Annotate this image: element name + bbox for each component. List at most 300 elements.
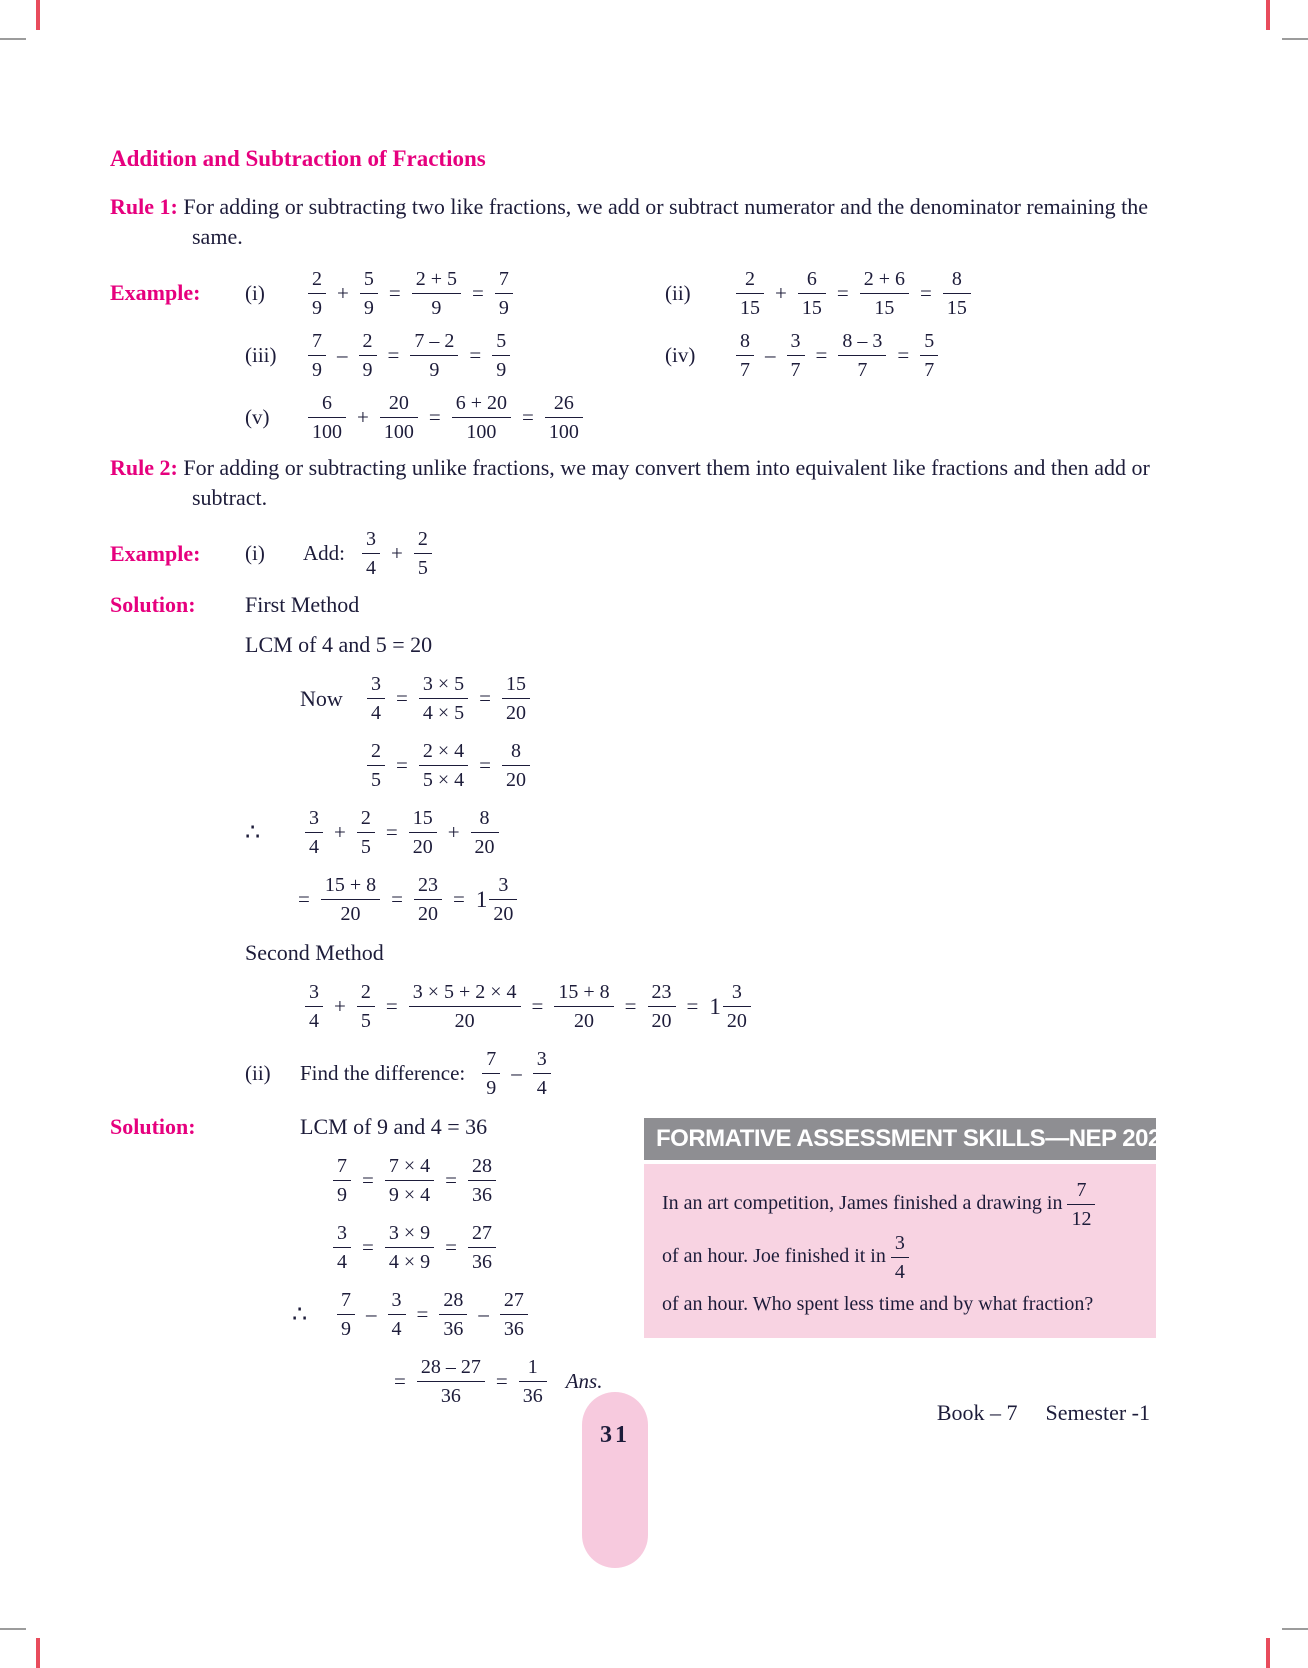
now-label: Now: [300, 685, 343, 711]
fraction: [388, 1288, 406, 1341]
formative-assessment-box: [644, 1118, 1174, 1338]
crop-mark-red-bottom-right: [1266, 1638, 1270, 1668]
solution1-label: Solution:: [110, 592, 196, 618]
fraction: [468, 1221, 496, 1274]
assessment-title: FORMATIVE ASSESSMENT SKILLS—NEP 2020: [644, 1118, 1156, 1160]
denominator: 100: [312, 420, 342, 443]
equation-g: [328, 1221, 501, 1274]
numerator: 7: [482, 1047, 500, 1074]
mixed-number: [476, 873, 518, 926]
fraction: [305, 980, 323, 1033]
equation-c: [300, 806, 504, 859]
denominator: 5: [371, 769, 381, 792]
numerator: 8: [502, 739, 530, 766]
math-text: =: [815, 342, 828, 367]
math-text: =: [836, 280, 849, 305]
math-text: =: [471, 280, 484, 305]
fraction-stack: [308, 267, 326, 320]
denominator: 9: [431, 296, 442, 319]
math-text: =: [362, 1168, 374, 1193]
denominator: 9: [498, 296, 509, 319]
numerator: 2: [359, 329, 377, 356]
denominator: 7: [924, 358, 935, 381]
denominator: 20: [340, 903, 361, 926]
rule1-label: Rule 1:: [110, 194, 178, 219]
fraction: [468, 1154, 496, 1207]
fraction-stack: [736, 329, 754, 382]
fraction: [308, 267, 326, 320]
fraction-stack: [360, 267, 378, 320]
fraction-stack: [321, 873, 380, 926]
equation-b: [362, 739, 535, 792]
math-text: =: [394, 1369, 406, 1394]
fraction: [419, 672, 468, 725]
fraction-stack: [492, 329, 510, 382]
rule1-paragraph: [110, 192, 1156, 253]
math-text: –: [366, 1302, 377, 1327]
fraction-stack: [385, 1154, 434, 1207]
math-text: +: [337, 280, 349, 305]
math-text: =: [686, 994, 699, 1019]
fraction-stack: [412, 267, 461, 320]
fraction-stack: [533, 1047, 551, 1100]
denominator: 5: [417, 557, 428, 580]
crop-mark-red-bottom-left: [36, 1638, 40, 1668]
math-text: =: [391, 887, 403, 912]
numerator: 15: [502, 672, 530, 699]
equation-line-a: [300, 672, 1156, 725]
equation-like-ii: [731, 267, 1156, 320]
difference-prefix: Find the difference:: [300, 1061, 466, 1086]
denominator: 100: [466, 420, 497, 443]
math-text: +: [775, 280, 787, 305]
crop-mark-gray-bottom-left: [0, 1628, 26, 1630]
solution2-row: [110, 1114, 638, 1140]
math-text: =: [362, 1235, 374, 1260]
denominator: 7: [790, 358, 801, 381]
numerator: 7 × 4: [385, 1154, 434, 1181]
numerator: 2 + 6: [860, 267, 909, 294]
equation-line-c: [245, 806, 1156, 859]
denominator: 36: [440, 1385, 461, 1408]
fraction-stack: [419, 672, 468, 725]
numerator: 3: [333, 1221, 351, 1248]
numerator: 15: [409, 806, 437, 833]
fraction: [360, 267, 378, 320]
numerator: 7: [308, 329, 326, 356]
denominator: 5 × 4: [422, 769, 465, 792]
fraction-stack: [410, 329, 458, 382]
numerator: 28: [439, 1288, 467, 1315]
denominator: 15: [874, 296, 895, 319]
denominator: 4: [371, 702, 381, 725]
numerator: 2: [414, 527, 432, 554]
math-text: +: [334, 994, 346, 1019]
numerator: 3 × 5: [419, 672, 468, 699]
numerator: 7: [337, 1288, 355, 1315]
equation-i: [388, 1355, 608, 1408]
equation-a: [362, 672, 535, 725]
math-text: –: [511, 1061, 522, 1086]
denominator: 4: [391, 1318, 402, 1341]
denominator: 9: [341, 1318, 351, 1341]
item-label-ii: (ii): [665, 280, 691, 305]
fraction-stack: [357, 980, 375, 1033]
math-text: +: [334, 820, 346, 845]
rule2-text: For adding or subtracting unlike fractions, we may convert them into equivalent like fractions and then add or subtract.: [183, 454, 1150, 511]
solution2-label: Solution:: [110, 1114, 196, 1140]
fraction-stack: [308, 329, 326, 382]
denominator: 9: [362, 358, 373, 381]
numerator: 5: [360, 267, 378, 294]
book-title: Book – 7: [936, 1400, 1018, 1425]
fraction: [359, 329, 377, 382]
fraction-stack: [333, 1221, 351, 1274]
fraction-stack: [305, 806, 323, 859]
fraction-stack: [337, 1288, 355, 1341]
math-text: =: [396, 753, 408, 778]
fraction-stack: [920, 329, 938, 382]
fraction-stack: [798, 267, 826, 320]
crop-mark-gray-bottom-right: [1282, 1628, 1308, 1630]
fraction: [860, 267, 909, 320]
section-heading: Addition and Subtraction of Fractions: [110, 146, 486, 171]
crop-mark-red-top-left: [36, 0, 40, 30]
denominator: 9 × 4: [388, 1184, 431, 1207]
fraction: [414, 527, 432, 580]
semester-label: Semester -1: [1045, 1400, 1150, 1425]
fraction-stack: [502, 672, 530, 725]
fraction: [357, 980, 375, 1033]
fraction-stack: [414, 873, 442, 926]
fraction: [321, 873, 380, 926]
numerator: 8 – 3: [838, 329, 886, 356]
fraction: [838, 329, 886, 382]
fraction: [798, 267, 826, 320]
rule2-paragraph: [110, 453, 1156, 514]
math-text: of an hour. Joe finished it in: [662, 1245, 886, 1268]
math-text: =: [445, 1235, 457, 1260]
equation-d: [292, 873, 522, 926]
math-text: of an hour. Who spent less time and by what fraction?: [662, 1293, 1094, 1316]
fraction: [417, 1355, 485, 1408]
fraction-stack: [414, 527, 432, 580]
denominator: 20: [651, 1010, 672, 1033]
denominator: 9: [337, 1184, 347, 1207]
math-text: =: [428, 404, 441, 429]
denominator: 4: [536, 1077, 547, 1100]
math-text: –: [337, 342, 348, 367]
fraction-stack: [495, 267, 513, 320]
equation-line-b: [362, 739, 1156, 792]
fraction: [920, 329, 938, 382]
denominator: 4 × 9: [388, 1251, 431, 1274]
equation-difference: [300, 1047, 556, 1100]
numerator: 1: [519, 1355, 547, 1382]
denominator: 9: [496, 358, 507, 381]
math-text: =: [624, 994, 637, 1019]
denominator: 20: [412, 836, 433, 859]
therefore-symbol: ∴: [245, 820, 261, 847]
numerator: 2: [308, 267, 326, 294]
numerator: 28: [468, 1154, 496, 1181]
denominator: 36: [503, 1318, 524, 1341]
fraction-stack: [362, 527, 380, 580]
math-text: =: [416, 1302, 429, 1327]
math-text: =: [452, 887, 465, 912]
fraction-stack: [468, 1154, 496, 1207]
fraction-stack: [419, 739, 468, 792]
numerator: 15 + 8: [321, 873, 380, 900]
fraction: [308, 391, 346, 444]
denominator: 9: [312, 296, 322, 319]
math-text: =: [385, 820, 398, 845]
example-row-3: [110, 391, 1156, 444]
numerator: 2 + 5: [412, 267, 461, 294]
denominator: 20: [417, 903, 438, 926]
fraction-stack: [452, 391, 511, 444]
fraction: [500, 1288, 528, 1341]
item-label-add: (i): [245, 541, 265, 566]
fraction-stack: [943, 267, 971, 320]
fraction: [736, 267, 764, 320]
denominator: 5: [360, 1010, 371, 1033]
fraction: [943, 267, 971, 320]
fraction: [736, 329, 754, 382]
denominator: 9: [312, 358, 322, 381]
fraction: [409, 980, 521, 1033]
denominator: 15: [946, 296, 967, 319]
denominator: 4: [309, 1010, 319, 1033]
equation-like-iii: [303, 329, 665, 382]
first-method-label: First Method: [245, 592, 360, 618]
fraction: [502, 739, 530, 792]
math-text: +: [391, 541, 403, 566]
fraction: [380, 391, 418, 444]
fraction: [357, 806, 375, 859]
fraction: [414, 873, 442, 926]
numerator: 3: [362, 527, 380, 554]
rule1-text: For adding or subtracting two like fractions, we add or subtract numerator and the denominator remaining the same.: [183, 194, 1148, 250]
fraction-stack: [554, 980, 613, 1033]
fraction-stack: [308, 391, 346, 444]
fraction: [787, 329, 805, 382]
equation-f: [328, 1154, 501, 1207]
fraction-stack: [489, 873, 517, 926]
denominator: 100: [383, 420, 414, 443]
numerator: 3 × 5 + 2 × 4: [409, 980, 521, 1007]
fraction: [385, 1221, 434, 1274]
fraction: [337, 1288, 355, 1341]
whole-number: 1: [475, 886, 488, 912]
numerator: 3: [723, 980, 751, 1007]
fraction-stack: [417, 1355, 485, 1408]
fraction-stack: [860, 267, 909, 320]
fraction: [333, 1154, 351, 1207]
fraction: [410, 329, 458, 382]
denominator: 20: [454, 1010, 475, 1033]
numerator: 3: [891, 1231, 909, 1258]
denominator: 7: [740, 358, 750, 381]
lcm-line-1: LCM of 4 and 5 = 20: [245, 632, 433, 658]
numerator: 3: [533, 1047, 551, 1074]
denominator: 20: [726, 1010, 747, 1033]
book-info: [937, 1400, 1150, 1426]
numerator: 2: [357, 980, 375, 1007]
fraction-stack: [367, 739, 385, 792]
fraction-stack: [545, 391, 583, 444]
math-text: =: [495, 1369, 508, 1394]
numerator: 7: [495, 267, 513, 294]
second-method-label: Second Method: [245, 940, 384, 966]
whole-number: 1: [709, 993, 721, 1019]
fraction-stack: [439, 1288, 467, 1341]
item-label-iii: (iii): [245, 342, 277, 367]
denominator: 4 × 5: [422, 702, 465, 725]
lcm-line-2: LCM of 9 and 4 = 36: [300, 1114, 488, 1140]
numerator: 7: [1067, 1178, 1095, 1205]
numerator: 15 + 8: [554, 980, 613, 1007]
fraction: [545, 391, 583, 444]
math-text: =: [897, 342, 910, 367]
math-text: In an art competition, James finished a drawing in: [662, 1192, 1063, 1215]
fraction: [1067, 1178, 1095, 1231]
fraction: [385, 1154, 434, 1207]
math-text: =: [919, 280, 932, 305]
example-row-2: [110, 329, 1156, 382]
page-number: 31: [600, 1422, 630, 1448]
fraction: [554, 980, 613, 1033]
denominator: 12: [1071, 1208, 1092, 1231]
fraction: [412, 267, 461, 320]
fraction-stack: [357, 806, 375, 859]
denominator: 9: [363, 296, 374, 319]
numerator: 3: [305, 806, 323, 833]
numerator: 2: [357, 806, 375, 833]
fraction-stack: [648, 980, 676, 1033]
denominator: 4: [337, 1251, 347, 1274]
denominator: 4: [309, 836, 319, 859]
math-text: =: [298, 887, 310, 912]
fraction-stack: [838, 329, 886, 382]
equation-h: [332, 1288, 533, 1341]
item-label-difference: (ii): [245, 1061, 271, 1086]
fraction-stack: [471, 806, 499, 859]
equation-add: [303, 527, 437, 580]
fraction-stack: [385, 1221, 434, 1274]
denominator: 20: [505, 769, 526, 792]
numerator: 2 × 4: [419, 739, 468, 766]
fraction: [482, 1047, 500, 1100]
example-label: Example:: [110, 540, 201, 566]
math-text: +: [447, 820, 460, 845]
fraction-stack: [409, 806, 437, 859]
math-text: =: [521, 404, 534, 429]
fraction-stack: [500, 1288, 528, 1341]
crop-mark-gray-top-right: [1282, 38, 1308, 40]
fraction: [648, 980, 676, 1033]
fraction: [452, 391, 511, 444]
fraction: [367, 672, 385, 725]
bottom-two-column-area: [110, 1114, 1174, 1422]
numerator: 28 – 27: [417, 1355, 485, 1382]
numerator: 8: [736, 329, 754, 356]
fraction: [305, 806, 323, 859]
fraction: [419, 739, 468, 792]
numerator: 8: [471, 806, 499, 833]
equation-line-h: [292, 1288, 638, 1341]
fraction: [492, 329, 510, 382]
fraction-stack: [736, 267, 764, 320]
fraction-stack: [787, 329, 805, 382]
denominator: 15: [740, 296, 760, 319]
add-prefix: Add:: [303, 541, 345, 566]
fraction: [308, 329, 326, 382]
fraction-stack: [380, 391, 418, 444]
numerator: 23: [648, 980, 676, 1007]
difference-example-row: [245, 1047, 1156, 1100]
math-text: Ans.: [565, 1369, 603, 1394]
fraction-stack: [388, 1288, 406, 1341]
numerator: 3: [305, 980, 323, 1007]
fraction-stack: [409, 980, 521, 1033]
example-label: Example:: [110, 280, 201, 306]
numerator: 6 + 20: [452, 391, 511, 418]
therefore-symbol: ∴: [292, 1302, 308, 1329]
numerator: 2: [367, 739, 385, 766]
math-text: –: [765, 342, 776, 367]
equation-line-e: [300, 980, 1156, 1033]
equation-line-f: [328, 1154, 638, 1207]
numerator: 2: [736, 267, 764, 294]
fraction-stack: [1067, 1178, 1095, 1231]
denominator: 36: [471, 1184, 492, 1207]
fraction-stack: [333, 1154, 351, 1207]
denominator: 100: [548, 420, 579, 443]
fraction-stack: [502, 739, 530, 792]
item-label-v: (v): [245, 404, 270, 429]
numerator: 6: [798, 267, 826, 294]
fraction-stack: [891, 1231, 909, 1284]
numerator: 6: [308, 391, 346, 418]
denominator: 36: [522, 1385, 543, 1408]
numerator: 23: [414, 873, 442, 900]
math-text: =: [388, 280, 401, 305]
assessment-body: [644, 1164, 1156, 1338]
math-text: +: [357, 404, 369, 429]
denominator: 4: [894, 1261, 905, 1284]
denominator: 20: [474, 836, 495, 859]
math-text: =: [469, 342, 482, 367]
math-text: =: [385, 994, 398, 1019]
fraction: [519, 1355, 547, 1408]
fraction-stack: [482, 1047, 500, 1100]
numerator: 3 × 9: [385, 1221, 434, 1248]
numerator: 5: [492, 329, 510, 356]
denominator: 20: [505, 702, 526, 725]
fraction: [891, 1231, 909, 1284]
fraction: [502, 672, 530, 725]
fraction: [471, 806, 499, 859]
fraction: [367, 739, 385, 792]
rule2-label: Rule 2:: [110, 454, 178, 480]
math-text: –: [478, 1302, 489, 1327]
denominator: 20: [493, 903, 514, 926]
fraction-stack: [468, 1221, 496, 1274]
math-text: =: [445, 1168, 457, 1193]
denominator: 20: [574, 1010, 595, 1033]
equation-like-i: [303, 267, 665, 320]
